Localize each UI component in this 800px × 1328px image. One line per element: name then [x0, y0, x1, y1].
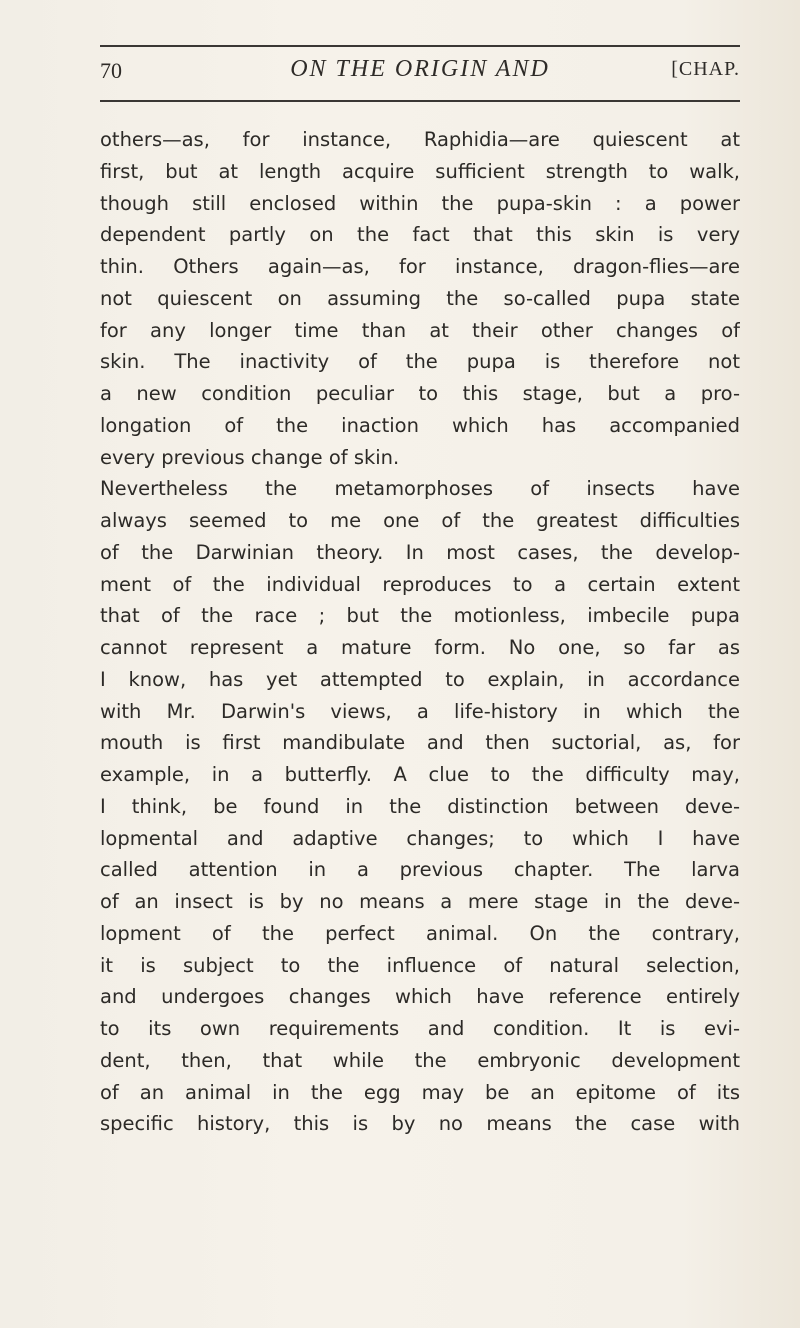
text-line: it is subject to the influence of natural selection,	[100, 953, 740, 977]
text-line: lopment of the perfect animal. On the contrary,	[100, 921, 740, 945]
text-line: of the Darwinian theory. In most cases, the develop-	[100, 540, 740, 564]
text-line: ment of the individual reproduces to a certain extent	[100, 572, 740, 596]
text-line: not quiescent on assuming the so-called pupa state	[100, 286, 740, 310]
chapter-mark: [CHAP.	[671, 58, 740, 80]
text-line: specific history, this is by no means the case with	[100, 1112, 740, 1136]
text-line: for any longer time than at their other changes of	[100, 318, 740, 342]
text-line: thin. Others again—as, for instance, dragon-flies—are	[100, 255, 740, 278]
text-line: to its own requirements and condition. It is evi-	[100, 1017, 740, 1040]
header-top-rule	[100, 45, 740, 47]
page-number: 70	[100, 58, 122, 83]
body-text	[100, 124, 740, 1140]
text-line: I think, be found in the distinction between deve-	[100, 794, 740, 818]
paragraph-first-line: Nevertheless the metamorphoses of insects have	[100, 477, 740, 501]
text-line: a new condition peculiar to this stage, but a pro-	[100, 382, 740, 405]
text-line: cannot represent a mature form. No one, so far as	[100, 636, 740, 659]
text-line: longation of the inaction which has accompanied	[100, 413, 740, 437]
text-line: with Mr. Darwin's views, a life-history in which the	[100, 699, 740, 723]
text-line: though still enclosed within the pupa-skin : a power	[100, 191, 740, 215]
text-line: mouth is first mandibulate and then suctorial, as, for	[100, 731, 740, 755]
text-line: called attention in a previous chapter. The larva	[100, 858, 740, 882]
text-line: dependent partly on the fact that this skin is very	[100, 223, 740, 247]
text-line: example, in a butterfly. A clue to the difficulty may,	[100, 763, 740, 786]
text-line: of an insect is by no means a mere stage in the deve-	[100, 890, 740, 913]
text-line: others—as, for instance, Raphidia—are quiescent at	[100, 128, 740, 151]
text-line: always seemed to me one of the greatest difficulties	[100, 509, 740, 532]
header-bottom-rule	[100, 100, 740, 102]
text-line: lopmental and adaptive changes; to which I have	[100, 826, 740, 850]
page-header	[100, 56, 740, 96]
text-line: I know, has yet attempted to explain, in accordance	[100, 667, 740, 691]
text-line: that of the race ; but the motionless, imbecile pupa	[100, 604, 740, 628]
running-title: ON THE ORIGIN AND	[290, 56, 550, 82]
text-line: every previous change of skin.	[100, 445, 400, 469]
text-line: of an animal in the egg may be an epitome of its	[100, 1080, 740, 1104]
text-line: skin. The inactivity of the pupa is therefore not	[100, 350, 740, 374]
text-line: dent, then, that while the embryonic development	[100, 1048, 740, 1072]
text-line: first, but at length acquire sufficient strength to walk,	[100, 159, 740, 183]
text-line: and undergoes changes which have reference entirely	[100, 985, 740, 1009]
